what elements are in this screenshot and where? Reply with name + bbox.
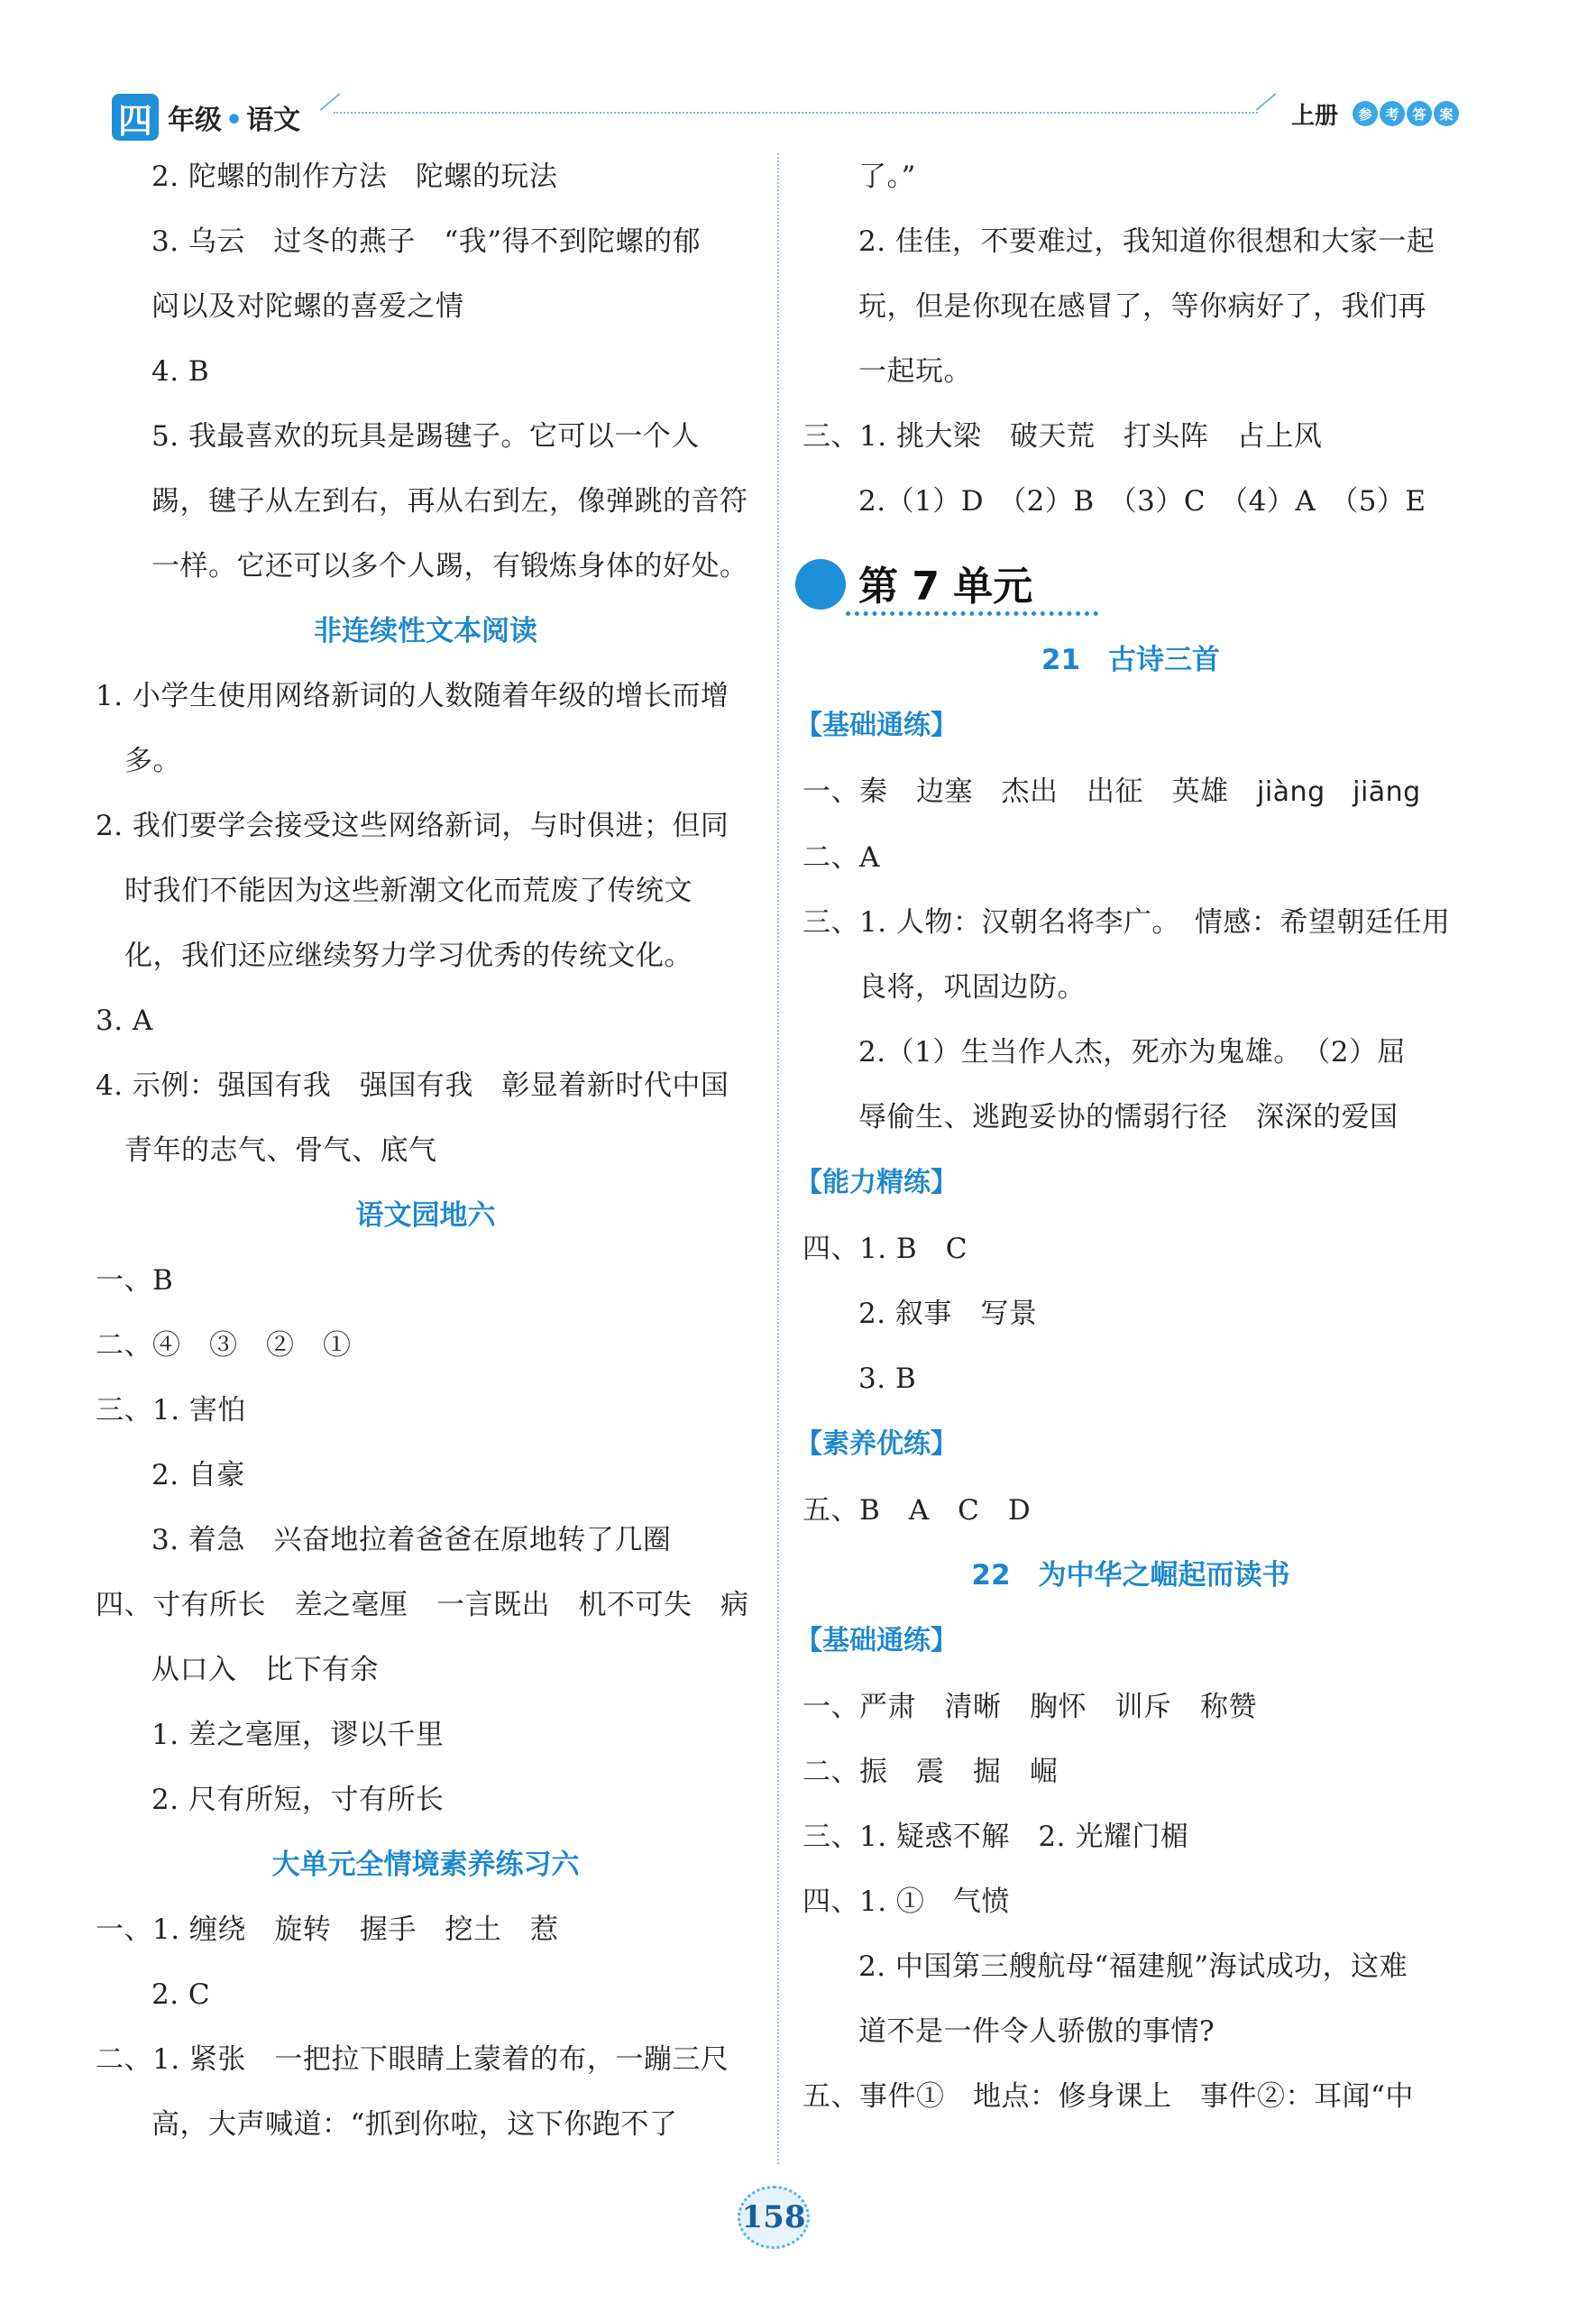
answer-line: 高，大声喊道：“抓到你啦，这下你跑不了 [151, 2108, 678, 2141]
answer-line: 化，我们还应继续努力学习优秀的传统文化。 [124, 940, 693, 972]
answer-line: 二、④ ③ ② ① [96, 1329, 352, 1362]
answer-line: 4. 示例：强国有我 强国有我 彰显着新时代中国 [96, 1069, 729, 1102]
answer-line: 辱偷生、逃跑妥协的懦弱行径 深深的爱国 [858, 1101, 1399, 1133]
answer-line: 青年的志气、骨气、底气 [124, 1134, 437, 1167]
answer-line: 二、振 震 掘 崛 [803, 1756, 1059, 1788]
answer-badge-char: 考 [1380, 101, 1405, 126]
subsection-label: 【能力精练】 [795, 1167, 958, 1198]
separator-dot-icon: • [225, 105, 243, 136]
answer-line: 3. B [858, 1363, 917, 1395]
grade-suffix: 年级 [168, 105, 222, 136]
answer-line: 四、1. B C [803, 1233, 968, 1265]
subsection-label: 【基础通练】 [795, 710, 958, 741]
answer-line: 良将，巩固边防。 [858, 971, 1086, 1004]
subsection-label: 【基础通练】 [795, 1625, 958, 1656]
answer-line: 玩，但是你现在感冒了，等你病好了，我们再 [858, 290, 1426, 323]
answer-line: 2.（1）生当作人杰，死亦为鬼雄。 （2）屈 [858, 1036, 1407, 1069]
column-divider [777, 153, 779, 2164]
answer-line: 2. 自豪 [151, 1459, 245, 1491]
answer-line: 2. 中国第三艘航母“福建舰”海试成功，这难 [858, 1950, 1408, 1983]
unit-heading [793, 539, 1468, 626]
answer-line: 2. C [151, 1978, 211, 2011]
right-column [793, 144, 1468, 2129]
answer-line: 2. 佳佳，不要难过，我知道你很想和大家一起 [858, 225, 1435, 258]
answer-line: 一、1. 缠绕 旋转 握手 挖土 惹 [96, 1913, 559, 1946]
answer-line: 2. 陀螺的制作方法 陀螺的玩法 [151, 161, 558, 193]
header-slash-decoration [1256, 93, 1277, 111]
answer-line: 一、严肃 清晰 胸怀 训斥 称赞 [803, 1691, 1257, 1723]
header-subject [168, 97, 300, 137]
answer-line: 2. 尺有所短，寸有所长 [151, 1784, 445, 1816]
answer-line: 4. B [151, 355, 210, 388]
answer-line: 三、1. 人物：汉朝名将李广。 情感：希望朝廷任用 [803, 906, 1451, 939]
unit-circle-icon [795, 559, 846, 610]
page-header [0, 0, 1596, 153]
left-column [87, 144, 765, 2157]
answer-badge-char: 答 [1407, 101, 1432, 126]
answer-line: 三、1. 疑惑不解 2. 光耀门楣 [803, 1821, 1189, 1853]
answer-text: 一、秦 边塞 杰出 出征 英雄 [803, 775, 1257, 808]
answer-line: 二、1. 紧张 一把拉下眼睛上蒙着的布，一蹦三尺 [96, 2043, 729, 2076]
answer-line: 三、1. 害怕 [96, 1394, 246, 1427]
answer-line: 一、B [96, 1264, 174, 1297]
answer-badge-char: 参 [1353, 101, 1378, 126]
subject-label: 语文 [246, 105, 301, 136]
answer-line: 多。 [124, 745, 181, 777]
answer-line: 二、A [803, 841, 880, 874]
answer-line: 四、寸有所长 差之毫厘 一言既出 机不可失 病 [96, 1589, 749, 1621]
answer-badge [1353, 101, 1459, 126]
answer-line: 三、1. 挑大梁 破天荒 打头阵 占上风 [803, 420, 1323, 453]
answer-line [793, 759, 1468, 825]
answer-line: 闷以及对陀螺的喜爱之情 [151, 290, 464, 323]
answer-line: 踢，毽子从左到右，再从右到左，像弹跳的音符 [151, 485, 748, 518]
answer-line: 一起玩。 [858, 355, 972, 388]
answer-line: 了。” [858, 161, 916, 193]
answer-line: 3. 乌云 过冬的燕子 “我”得不到陀螺的郁 [151, 225, 702, 258]
section-title: 21 古诗三首 [1041, 644, 1221, 676]
answer-line: 2.（1）D （2）B （3）C （4）A （5）E [858, 485, 1426, 518]
section-title: 大单元全情境素养练习六 [271, 1849, 580, 1881]
answer-line: 3. 着急 兴奋地拉着爸爸在原地转了几圈 [151, 1524, 672, 1556]
answer-line: 一样。它还可以多个人踢，有锻炼身体的好处。 [151, 550, 748, 583]
answer-line: 2. 叙事 写景 [858, 1298, 1038, 1330]
pinyin-text: jiàng jiāng [1257, 776, 1421, 808]
answer-line: 从口入 比下有余 [151, 1654, 379, 1686]
answer-badge-char: 案 [1434, 101, 1459, 126]
answer-line: 五、B A C D [803, 1494, 1032, 1527]
header-slash-decoration [320, 93, 341, 111]
answer-line: 2. 我们要学会接受这些网络新词，与时俱进；但同 [96, 810, 729, 842]
section-title: 22 为中华之崛起而读书 [971, 1559, 1290, 1592]
answer-line: 五、事件① 地点：修身课上 事件②：耳闻“中 [803, 2080, 1414, 2113]
answer-line: 5. 我最喜欢的玩具是踢毽子。它可以一个人 [151, 420, 700, 453]
subsection-label: 【素养优练】 [795, 1428, 958, 1460]
unit-dots-decoration [846, 611, 1098, 616]
section-title: 语文园地六 [355, 1199, 496, 1232]
answer-line: 3. A [96, 1005, 153, 1037]
volume-label: 上册 [1291, 103, 1339, 130]
header-rule [334, 112, 1258, 114]
answer-line: 1. 小学生使用网络新词的人数随着年级的增长而增 [96, 680, 729, 712]
answer-line: 1. 差之毫厘，谬以千里 [151, 1719, 445, 1751]
answer-line: 道不是一件令人骄傲的事情? [858, 2015, 1215, 2048]
answer-line: 四、1. ① 气愤 [803, 1886, 1010, 1918]
unit-title: 第 7 单元 [858, 564, 1033, 610]
answer-line: 时我们不能因为这些新潮文化而荒废了传统文 [124, 875, 693, 907]
section-title: 非连续性文本阅读 [314, 615, 537, 647]
page-number: 158 [738, 2186, 810, 2249]
grade-badge: 四 [112, 94, 159, 141]
